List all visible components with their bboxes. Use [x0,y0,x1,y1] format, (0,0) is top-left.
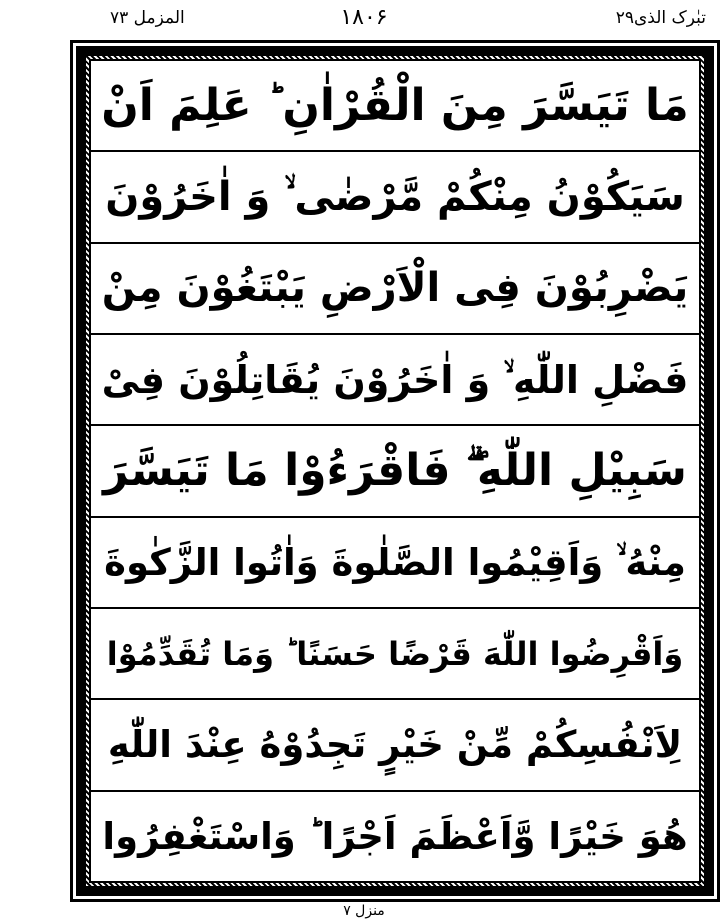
page-header [0,0,728,40]
manzil-footer: منزل ۷ [343,903,385,919]
verse-line-5: سَبِیْلِ اللّٰهِ ۖۗ فَاقْرَءُوْا مَا تَیَسَّرَ [91,426,699,517]
verse-line-8: لِاَنْفُسِكُمْ مِّنْ خَیْرٍ تَجِدُوْهُ عِنْدَ اللّٰهِ [91,700,699,791]
verse-line-6: مِنْهُ ۙ وَاَقِیْمُوا الصَّلٰوةَ وَاٰتُوا الزَّكٰوةَ [91,518,699,609]
verse-line-7: وَاَقْرِضُوا اللّٰهَ قَرْضًا حَسَنًا ؕ وَمَا تُقَدِّمُوْا [91,609,699,700]
verse-line-3: یَضْرِبُوْنَ فِی الْاَرْضِ یَبْتَغُوْنَ مِنْ [91,244,699,335]
page-number: ۱۸۰۶ [340,5,388,30]
surah-name: المزمل ۷۳ [110,8,185,28]
page-frame [70,40,720,902]
verse-line-1: مَا تَیَسَّرَ مِنَ الْقُرْاٰنِ ؕ عَلِمَ اَنْ [91,61,699,152]
verse-line-2: سَیَكُوْنُ مِنْكُمْ مَّرْضٰی ۙ وَ اٰخَرُوْنَ [91,152,699,243]
verse-panel [89,59,701,883]
verse-line-9: هُوَ خَیْرًا وَّاَعْظَمَ اَجْرًا ؕ وَاسْتَغْفِرُوا [102,814,688,858]
verse-line-4: فَضْلِ اللّٰهِ ۙ وَ اٰخَرُوْنَ یُقَاتِلُوْنَ فِیْ [91,335,699,426]
juz-name: تبٰرک الذی۲۹ [615,8,706,28]
